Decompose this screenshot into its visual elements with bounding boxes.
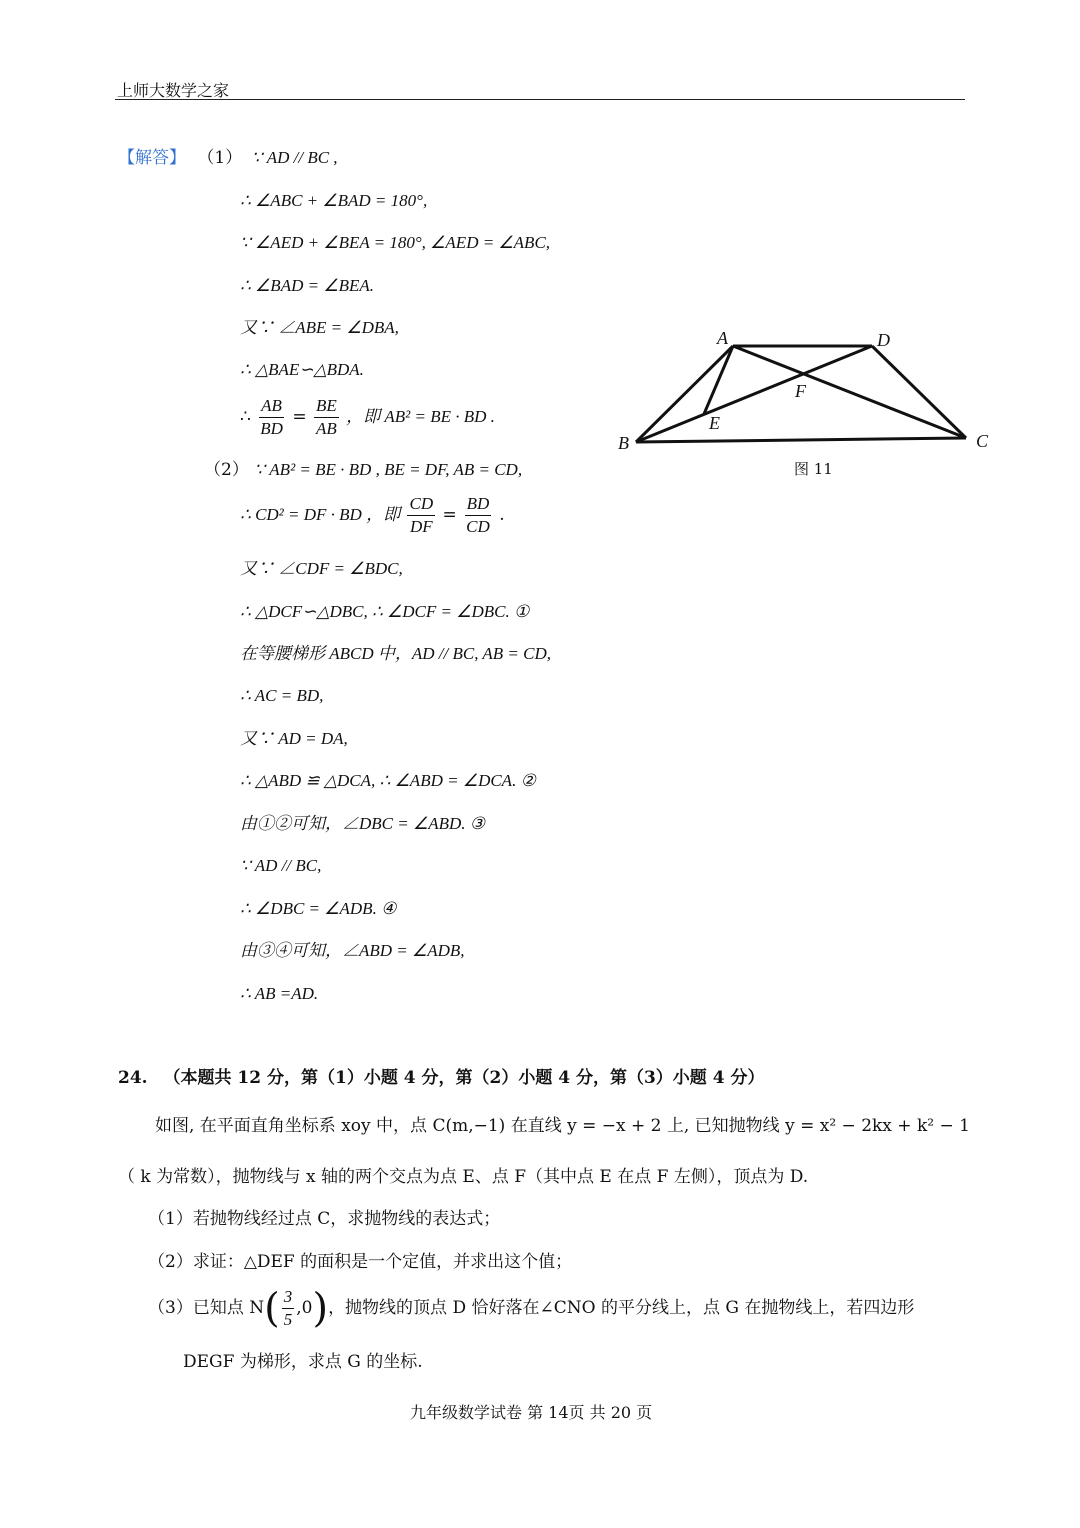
part2-line: ∴ AB =AD. xyxy=(240,984,319,1003)
trapezoid-figure xyxy=(610,325,1000,460)
segment-bc xyxy=(636,438,966,442)
question-intro-2: （ k 为常数），抛物线与 x 轴的两个交点为点 E、点 F（其中点 E 在点 F 左侧），顶点为 D. xyxy=(118,1167,809,1187)
fraction-ab-bd xyxy=(258,395,285,440)
frac-den: BD xyxy=(260,419,283,438)
frac-den: CD xyxy=(466,517,490,536)
part1-line-3: ∴ ∠BAD = ∠BEA. xyxy=(240,276,374,295)
label-a: A xyxy=(717,328,728,348)
frac-den: DF xyxy=(409,517,433,536)
frac-den: AB xyxy=(315,419,337,438)
label-b: B xyxy=(618,433,629,453)
sub3-text: ，抛物线的顶点 D 恰好落在∠CNO 的平分线上，点 G 在抛物线上，若四边形 xyxy=(328,1298,915,1318)
part1-label: （1） xyxy=(197,148,243,168)
figure-caption: 图 11 xyxy=(794,460,833,478)
part1-line-1: ∴ ∠ABC + ∠BAD = 180°, xyxy=(240,191,428,210)
sub3-coord: ,0 xyxy=(296,1298,313,1318)
solution-heading xyxy=(118,146,338,170)
page-header: 上师大数学之家 xyxy=(117,81,230,100)
part2-first-line xyxy=(204,458,522,482)
part2-ratio: ∴ CD² = DF · BD ，即 $\frac{CD}{DF}$ = $\frac{BD}{CD}$ . xyxy=(240,494,505,536)
part2-line: 又∵ ∠CDF = ∠BDC, xyxy=(240,559,403,578)
frac-num: CD xyxy=(407,493,435,516)
label-d: D xyxy=(877,330,890,350)
question-title: （本题共 12 分，第（1）小题 4 分，第（2）小题 4 分，第（3）小题 4 分） xyxy=(163,1068,765,1088)
fraction-be-ab xyxy=(314,395,339,440)
ratio-prefix: ∴ CD² = DF · BD ，即 xyxy=(240,505,401,524)
solution-tag: 【解答】 xyxy=(118,148,186,168)
fraction-bd-cd xyxy=(464,493,492,538)
segment-ac xyxy=(733,346,966,438)
sub-question-1: （1）若抛物线经过点 C，求抛物线的表达式； xyxy=(148,1209,501,1229)
part2-line: 由③④可知，∠ABD = ∠ADB, xyxy=(240,941,465,960)
ratio-suffix: ，即 AB² = BE · BD . xyxy=(346,407,495,426)
question-intro: 如图, 在平面直角坐标系 xoy 中，点 C(m,−1) 在直线 y = −x + 2 上, 已知抛物线 y = x² − 2kx + k² − 1 xyxy=(155,1116,970,1136)
part1-line-0: ∵ AD // BC , xyxy=(251,148,338,167)
frac-num: AB xyxy=(259,395,284,418)
fraction-3-5 xyxy=(282,1286,295,1331)
part2-line: ∴ ∠DBC = ∠ADB. ④ xyxy=(240,899,397,918)
part2-line: ∴ AC = BD, xyxy=(240,686,324,705)
segment-bd xyxy=(636,346,872,442)
right-paren: ) xyxy=(312,1285,329,1332)
part2-line: 在等腰梯形 ABCD 中，AD // BC, AB = CD, xyxy=(240,644,552,663)
part2-line: 由①②可知，∠DBC = ∠ABD. ③ xyxy=(240,814,485,833)
part2-line: ∴ △ABD ≌ △DCA, ∴ ∠ABD = ∠DCA. ② xyxy=(240,771,536,790)
part1-line-5: ∴ △BAE∽△BDA. xyxy=(240,360,364,379)
frac-den: 5 xyxy=(283,1310,293,1329)
ratio-suffix: . xyxy=(499,505,505,525)
fraction-cd-df xyxy=(407,493,435,538)
part2-line: 又∵ AD = DA, xyxy=(240,729,348,748)
part1-line-4: 又∵ ∠ABE = ∠DBA, xyxy=(240,318,399,337)
sub-question-3-cont: DEGF 为梯形，求点 G 的坐标. xyxy=(183,1352,423,1372)
frac-num: 3 xyxy=(282,1286,295,1309)
sub-question-3 xyxy=(148,1286,914,1331)
left-paren: ( xyxy=(264,1285,280,1332)
sub-question-2: （2）求证：△DEF 的面积是一个定值，并求出这个值； xyxy=(148,1252,573,1272)
question-24-heading xyxy=(118,1066,764,1090)
part1-line-2: ∵ ∠AED + ∠BEA = 180°, ∠AED = ∠ABC, xyxy=(240,233,551,252)
segment-dc xyxy=(872,346,966,438)
frac-num: BE xyxy=(314,395,339,418)
label-c: C xyxy=(976,431,989,451)
frac-num: BD xyxy=(465,493,492,516)
part2-label: （2） xyxy=(204,460,249,480)
ratio-prefix: ∴ xyxy=(240,407,251,427)
page-footer: 九年级数学试卷 第 14页 共 20 页 xyxy=(410,1403,653,1422)
label-e: E xyxy=(709,413,720,433)
label-f: F xyxy=(795,381,806,401)
part2-line: ∵ AD // BC, xyxy=(240,856,322,875)
part2-line: ∴ △DCF∽△DBC, ∴ ∠DCF = ∠DBC. ① xyxy=(240,602,530,621)
question-number: 24. xyxy=(118,1068,148,1088)
sub3-prefix: （3）已知点 N xyxy=(148,1298,265,1318)
header-rule xyxy=(115,99,965,100)
part2-line-1: ∵ AB² = BE · BD , BE = DF, AB = CD, xyxy=(254,460,523,479)
part1-ratio: ∴ $\frac{AB}{BD}$ = $\frac{BE}{AB}$ ，即 AB² = BE · BD . xyxy=(240,396,495,438)
